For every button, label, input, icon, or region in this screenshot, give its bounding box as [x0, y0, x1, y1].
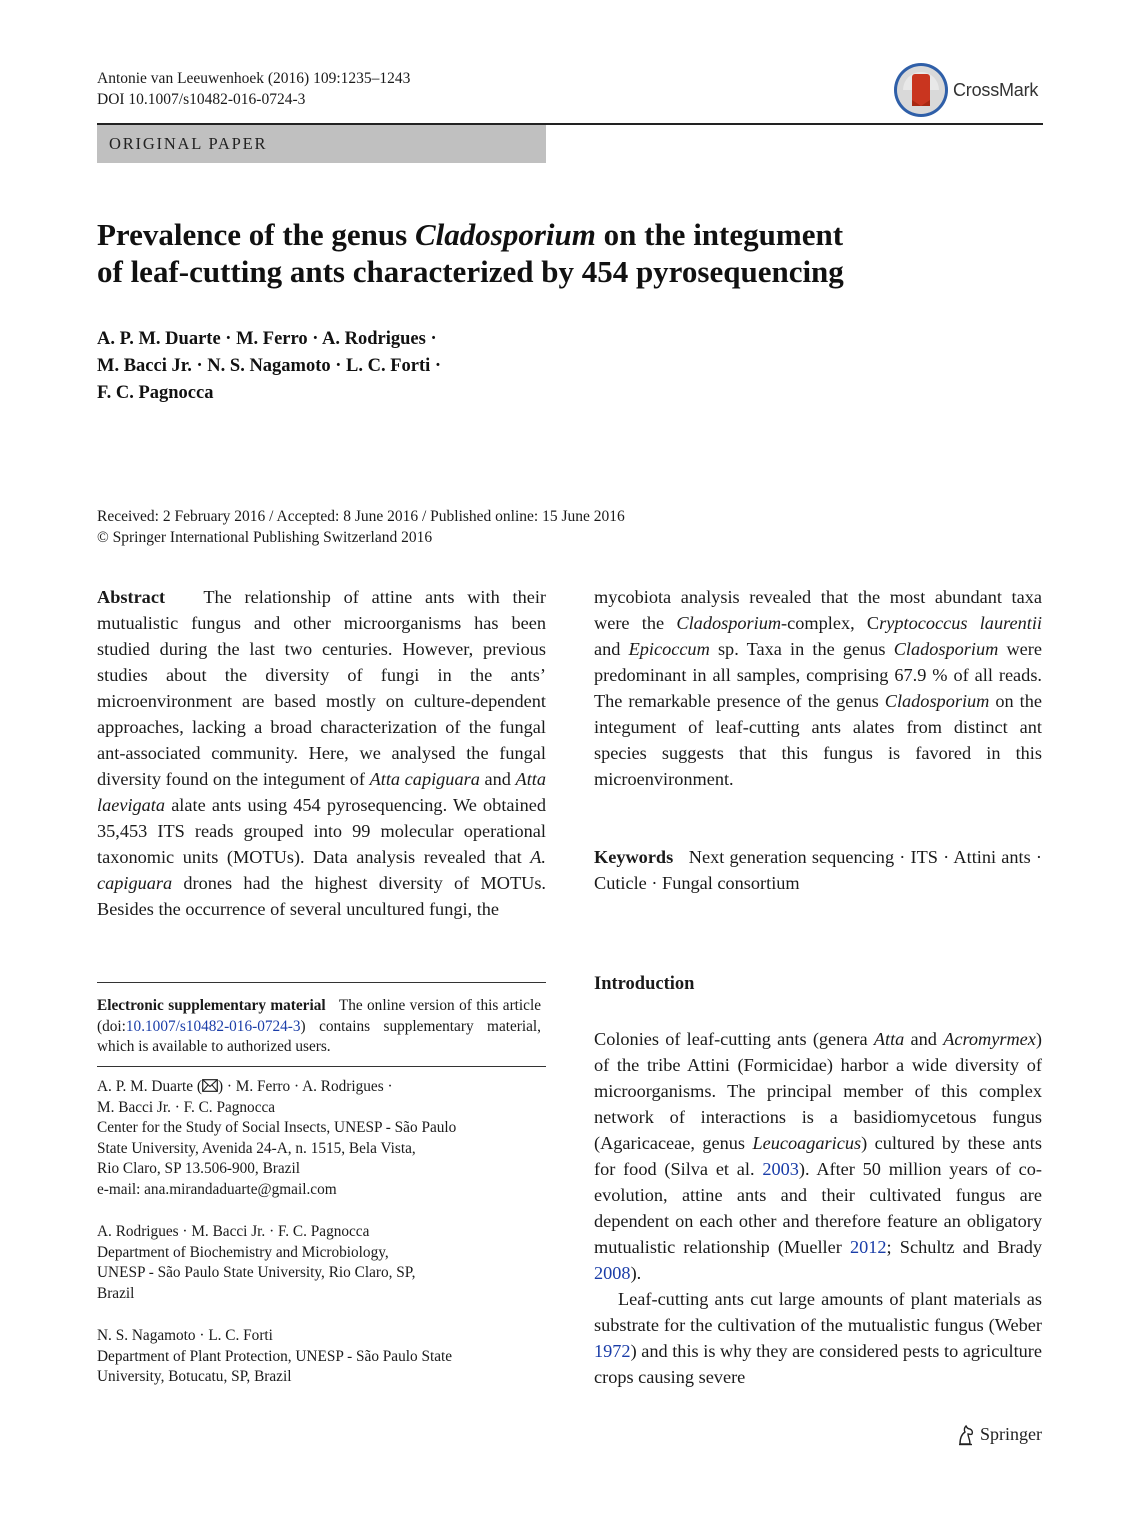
- envelope-icon: [202, 1079, 218, 1092]
- citation-link[interactable]: 1972: [594, 1341, 631, 1361]
- affiliation-1: A. P. M. Duarte ( ) · M. Ferro · A. Rodrigues · M. Bacci Jr. · F. C. Pagnocca Center for the Study of Social Insects, UNESP - São Paulo State University, Avenida 24-A, n. 1515, Bela Vista, Rio Claro, SP 13.506-900, Brazil e-mail: ana.mirandaduarte@gmail.com: [97, 1077, 546, 1200]
- crossmark-icon: [893, 62, 949, 118]
- copyright-line: © Springer International Publishing Switzerland 2016: [97, 529, 433, 546]
- doi-line: DOI 10.1007/s10482-016-0724-3: [97, 91, 306, 108]
- author-list: A. P. M. Duarte · M. Ferro · A. Rodrigues · M. Bacci Jr. · N. S. Nagamoto · L. C. Forti · F. C. Pagnocca: [97, 329, 442, 403]
- keywords-label: Keywords: [594, 847, 674, 867]
- springer-logo: [956, 1422, 1046, 1450]
- supplementary-doi-link[interactable]: 10.1007/s10482-016-0724-3: [125, 1017, 301, 1035]
- introduction-body: [594, 1026, 1042, 1390]
- introduction-heading: Introduction: [594, 974, 695, 994]
- intro-paragraph-2: Leaf-cutting ants cut large amounts of plant materials as substrate for the cultivation of the mutualistic fungus (Weber 1972) and this is why they are considered pests to agriculture crops causing severe: [594, 1289, 1042, 1387]
- publisher-name: Springer: [980, 1424, 1042, 1444]
- abstract-continued: mycobiota analysis revealed that the most abundant taxa were the Cladosporium-complex, Cryptococcus laurentii and Epicoccum sp. Taxa in the genus Cladosporium were predominant in all samples, comprising 67.9 % of all reads. The remarkable presence of the genus Cladosporium on the integument of leaf-cutting ants alates from distinct ant species suggests that this fungus is favored in this microenvironment.: [594, 587, 1043, 789]
- section-label: ORIGINAL PAPER: [109, 134, 268, 153]
- intro-paragraph-1: Colonies of leaf-cutting ants (genera Atta and Acromyrmex) of the tribe Attini (Formicidae) harbor a wide diversity of microorganisms. The principal member of this complex network of interactions is a basidiomycetous fungus (Agaricaceae, genus Leucoagaricus) cultured by these ants for food (Silva et al. 2003). After 50 million years of co-evolution, attine ants and their cultivated fungus are dependent on each other and therefore feature an obligatory mutualistic relationship (Mueller 2012; Schultz and Brady 2008).: [594, 1029, 1043, 1283]
- citation-link[interactable]: 2008: [594, 1263, 631, 1283]
- affiliation-rule: [97, 1066, 546, 1067]
- section-banner: [97, 125, 546, 163]
- crossmark-badge[interactable]: [893, 62, 1043, 118]
- keywords: Keywords Next generation sequencing · ITS · Attini ants · Cuticle · Fungal consortium: [594, 847, 1042, 893]
- citation-link[interactable]: 2003: [762, 1159, 799, 1179]
- journal-line: Antonie van Leeuwenhoek (2016) 109:1235–1243: [97, 70, 411, 87]
- springer-horse-icon: [956, 1424, 976, 1446]
- supplementary-label: Electronic supplementary material: [97, 997, 326, 1014]
- citation-link[interactable]: 2012: [849, 1237, 887, 1257]
- contact-email[interactable]: e-mail: ana.mirandaduarte@gmail.com: [97, 1180, 337, 1198]
- paper-title: Prevalence of the genus Cladosporium on the integument of leaf-cutting ants characterized by 454 pyrosequencing: [97, 217, 844, 289]
- crossmark-label: CrossMark: [953, 80, 1039, 100]
- footnote-rule: [97, 982, 546, 983]
- affiliation-3: N. S. Nagamoto · L. C. Forti Department of Plant Protection, UNESP - São Paulo State University, Botucatu, SP, Brazil: [97, 1327, 453, 1385]
- publication-dates: [97, 506, 625, 548]
- abstract: Abstract The relationship of attine ants with their mutualistic fungus and other microorganisms has been studied during the last two centuries. However, previous studies about the diversity of fungi in the ants’ microenvironment are based mostly on culture-dependent approaches, lacking a broad characterization of the fungal ant-associated community. Here, we analysed the fungal diversity found on the integument of Atta capiguara and Atta laevigata alate ants using 454 pyrosequencing. We obtained 35,453 ITS reads grouped into 99 molecular operational taxonomic units (MOTUs). Data analysis revealed that A. capiguara drones had the highest diversity of MOTUs. Besides the occurrence of several uncultured fungi, the: [97, 587, 547, 919]
- journal-citation: [97, 68, 410, 110]
- genus-name: Cladosporium: [414, 217, 596, 252]
- abstract-label: Abstract: [97, 587, 166, 607]
- affiliation-2: A. Rodrigues · M. Bacci Jr. · F. C. Pagnocca Department of Biochemistry and Microbiology, UNESP - São Paulo State University, Rio Claro, SP, Brazil: [97, 1223, 416, 1302]
- dates-line: Received: 2 February 2016 / Accepted: 8 June 2016 / Published online: 15 June 2016: [97, 508, 625, 525]
- supplementary-note: Electronic supplementary material The online version of this article (doi:10.1007/s10482-016-0724-3) contains supplementary material, which is available to authorized users.: [97, 997, 541, 1055]
